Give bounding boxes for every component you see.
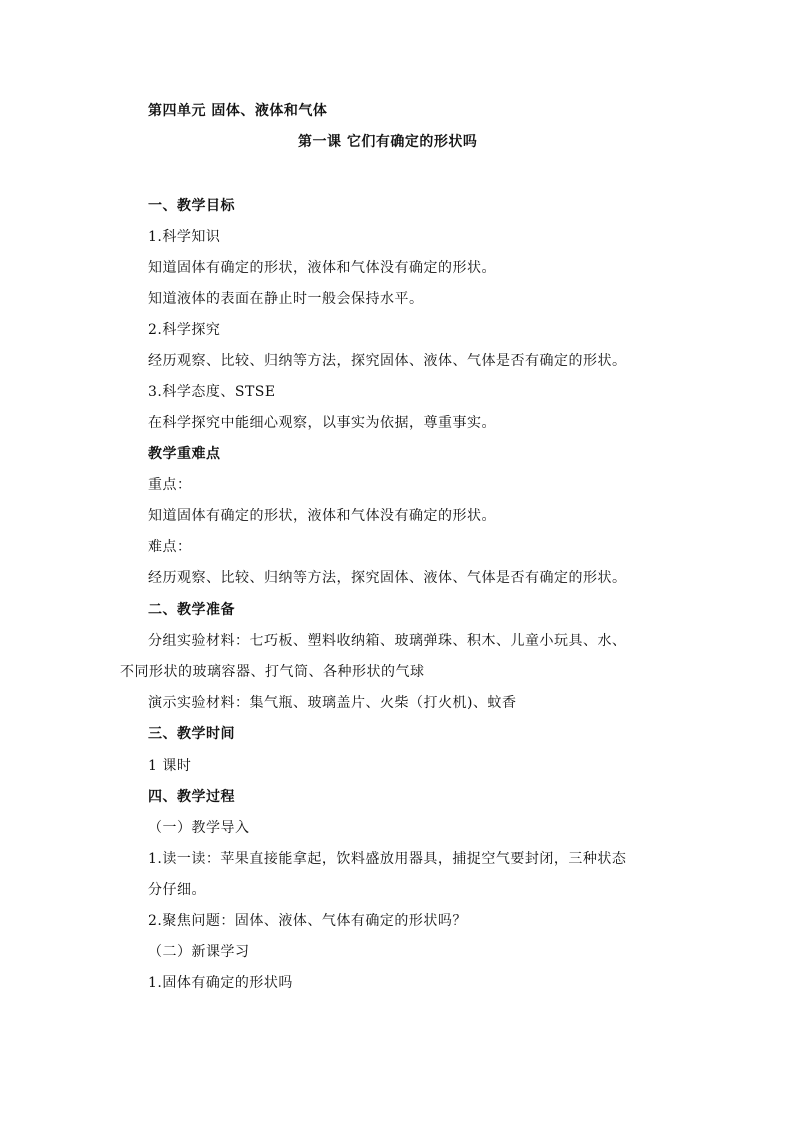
paragraph: 演示实验材料：集气瓶、玻璃盖片、火柴（打火机)、蚊香 <box>148 695 517 711</box>
lesson-title: 第一课 它们有确定的形状吗 <box>298 134 478 150</box>
subheading-science-knowledge: 1.科学知识 <box>148 229 221 245</box>
paragraph: 知道液体的表面在静止时一般会保持水平。 <box>148 291 424 307</box>
subheading-science-attitude: 3.科学态度、STSE <box>148 384 276 400</box>
paragraph: 分仔细。 <box>148 882 206 898</box>
paragraph: 分组实验材料：七巧板、塑料收纳箱、玻璃弹珠、积木、儿童小玩具、水、 <box>148 633 627 649</box>
paragraph: 知道固体有确定的形状，液体和气体没有确定的形状。 <box>148 260 496 276</box>
difficulty-label: 难点： <box>148 539 192 555</box>
section-heading-time: 三、教学时间 <box>148 726 235 742</box>
section-heading-key-points: 教学重难点 <box>148 446 221 462</box>
subheading-new-lesson: （二）新课学习 <box>148 944 250 960</box>
subheading-science-inquiry: 2.科学探究 <box>148 322 221 338</box>
paragraph: 1.读一读：苹果直接能拿起，饮料盛放用器具，捕捉空气要封闭，三种状态 <box>148 851 627 867</box>
paragraph: 知道固体有确定的形状，液体和气体没有确定的形状。 <box>148 508 496 524</box>
paragraph: 不同形状的玻璃容器、打气筒、各种形状的气球 <box>120 664 425 680</box>
paragraph: 1 课时 <box>148 758 192 774</box>
focus-label: 重点： <box>148 477 192 493</box>
paragraph: 1.固体有确定的形状吗 <box>148 975 293 991</box>
paragraph: 经历观察、比较、归纳等方法，探究固体、液体、气体是否有确定的形状。 <box>148 353 627 369</box>
section-heading-process: 四、教学过程 <box>148 789 235 805</box>
paragraph: 经历观察、比较、归纳等方法，探究固体、液体、气体是否有确定的形状。 <box>148 570 627 586</box>
section-heading-preparation: 二、教学准备 <box>148 602 235 618</box>
paragraph: 在科学探究中能细心观察，以事实为依据，尊重事实。 <box>148 415 496 431</box>
subheading-introduction: （一）教学导入 <box>148 820 250 836</box>
paragraph: 2.聚焦问题：固体、液体、气体有确定的形状吗？ <box>148 913 467 929</box>
section-heading-objectives: 一、教学目标 <box>148 198 235 214</box>
unit-title: 第四单元 固体、液体和气体 <box>148 103 328 119</box>
